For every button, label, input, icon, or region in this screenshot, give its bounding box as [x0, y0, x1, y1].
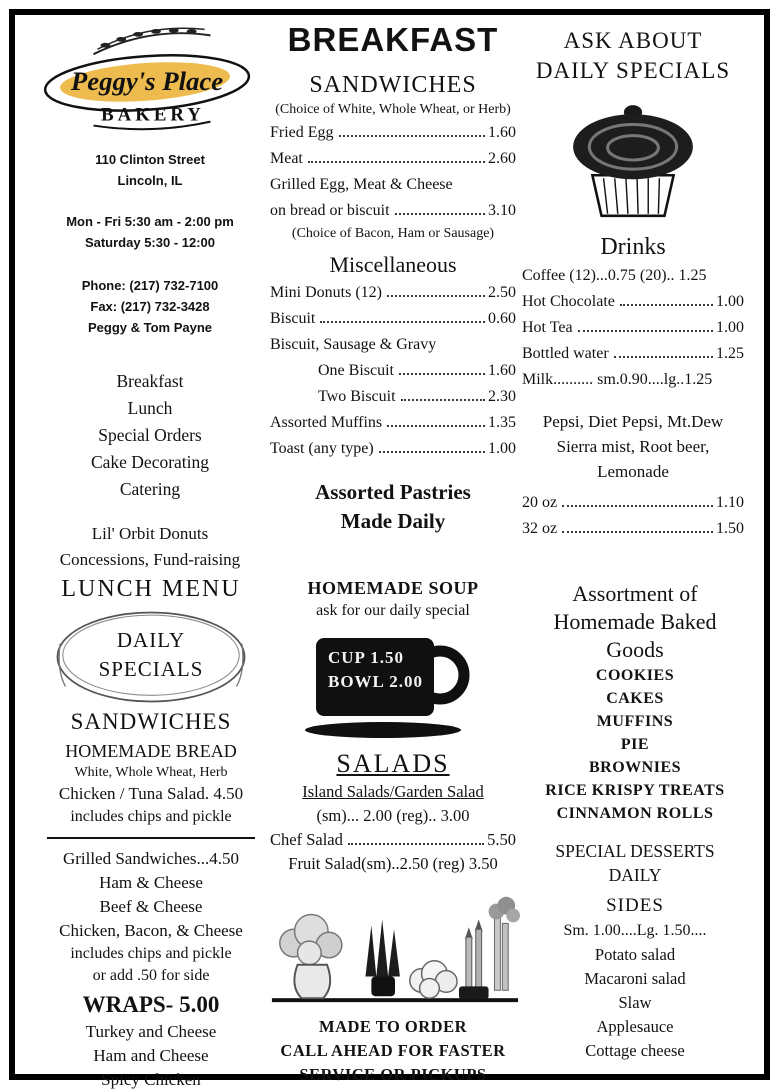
baked-item: CAKES	[606, 690, 664, 707]
dot-leader	[562, 505, 713, 507]
sides-price-line: Sm. 1.00....Lg. 1.50....	[563, 922, 707, 939]
hours-weekday: Mon - Fri 5:30 am - 2:00 pm	[66, 214, 234, 229]
chicken-tuna-line: Chicken / Tuna Salad. 4.50	[58, 784, 244, 803]
grilled-item: Chicken, Bacon, & Cheese	[59, 921, 243, 940]
dot-leader	[320, 321, 485, 323]
wrap-item: Spicy Chicken	[101, 1070, 201, 1089]
side-item: Slaw	[618, 993, 652, 1012]
service-item: Special Orders	[98, 425, 202, 445]
menu-item-row	[270, 436, 516, 462]
baked-item: COOKIES	[595, 667, 675, 684]
homemade-bread-title: HOMEMADE BREAD	[65, 741, 237, 761]
bowl-price-text: BOWL 2.00	[328, 672, 423, 691]
menu-item-row	[522, 341, 744, 367]
item-name: Hot Tea	[522, 319, 573, 336]
item-name: Mini Donuts (12)	[270, 284, 382, 301]
fruit-salad-line: Fruit Salad(sm)..2.50 (reg) 3.50	[288, 854, 498, 873]
baked-title-line: Assortment of	[572, 581, 698, 606]
item-price: 1.50	[716, 520, 744, 537]
pastries-line1: Assorted Pastries	[315, 480, 471, 504]
muffin-icon	[567, 100, 699, 222]
dot-leader	[401, 399, 485, 401]
baked-item: PIE	[620, 736, 650, 753]
service-item: Lunch	[127, 398, 173, 418]
dot-leader	[620, 304, 713, 306]
item-name: Chef Salad	[270, 830, 343, 849]
soup-cup-figure	[288, 630, 498, 744]
island-garden-salad-line: Island Salads/Garden Salad	[302, 782, 484, 801]
breakfast-sandwiches-title: SANDWICHES	[309, 72, 477, 98]
item-price: 1.35	[488, 414, 516, 431]
grilled-item: Beef & Cheese	[99, 897, 203, 916]
soda-line: Pepsi, Diet Pepsi, Mt.Dew	[542, 412, 724, 431]
soup-salads-column	[270, 576, 516, 1087]
side-item: Cottage cheese	[585, 1041, 685, 1060]
wrap-item: Turkey and Cheese	[85, 1022, 217, 1041]
bakery-info-column	[36, 22, 264, 573]
extras-list	[36, 521, 264, 573]
item-price: 2.50	[488, 284, 516, 301]
menu-item-row	[270, 384, 516, 410]
special-desserts-line2: DAILY	[608, 865, 662, 885]
salads-title	[270, 748, 516, 780]
address-line2: Lincoln, IL	[117, 173, 183, 188]
order-note-line: SERVICE OR PICKUPS	[299, 1065, 487, 1084]
cup-price-text: CUP 1.50	[328, 648, 404, 667]
chips-pickle-note2: includes chips and pickle	[70, 945, 232, 962]
gravy-header: Biscuit, Sausage & Gravy	[270, 336, 437, 353]
item-name: on bread or biscuit	[270, 202, 390, 219]
soup-daily-note: ask for our daily special	[316, 602, 470, 619]
order-note-line: CALL AHEAD FOR FASTER	[280, 1041, 506, 1060]
item-price: 5.50	[487, 830, 516, 849]
item-price: 2.60	[488, 150, 516, 167]
bakery-logo	[36, 22, 264, 132]
service-item: Catering	[119, 479, 181, 499]
item-price: 2.30	[488, 388, 516, 405]
bread-types-note: White, Whole Wheat, Herb	[74, 765, 228, 780]
breakfast-column	[270, 20, 516, 536]
vegetables-icon	[270, 882, 520, 1010]
service-item: Breakfast	[116, 371, 184, 391]
lunch-column	[38, 574, 264, 1092]
address-block	[36, 149, 264, 191]
coffee-price-line: Coffee (12)...0.75 (20).. 1.25	[522, 267, 707, 284]
services-list	[36, 368, 264, 503]
breakfast-title: BREAKFAST	[287, 21, 499, 58]
item-price: 1.60	[488, 362, 516, 379]
wraps-title: WRAPS- 5.00	[82, 992, 220, 1017]
dot-leader	[379, 451, 485, 453]
soda-line: Sierra mist, Root beer,	[556, 437, 710, 456]
hours-block	[36, 211, 264, 253]
item-price: 1.00	[716, 293, 744, 310]
phone-number: Phone: (217) 732-7100	[81, 278, 219, 293]
item-name: Two Biscuit	[318, 388, 396, 405]
item-name: Bottled water	[522, 345, 609, 362]
coffee-cup-icon	[288, 630, 498, 744]
dot-leader	[387, 425, 485, 427]
add-side-note: or add .50 for side	[92, 967, 210, 984]
ask-about-line2: DAILY SPECIALS	[535, 58, 731, 83]
menu-item-row	[270, 146, 516, 172]
daily-specials-line1: DAILY	[116, 628, 186, 652]
dot-leader	[308, 161, 485, 163]
menu-item-row	[522, 289, 744, 315]
menu-item-row	[522, 315, 744, 341]
baked-item: RICE KRISPY TREATS	[545, 782, 725, 799]
soda-list	[522, 409, 744, 484]
extra-item: Lil' Orbit Donuts	[91, 524, 209, 543]
baked-item: BROWNIES	[588, 759, 682, 776]
grilled-item: Ham & Cheese	[99, 873, 203, 892]
item-price: 1.00	[488, 440, 516, 457]
lunch-menu-title: LUNCH MENU	[61, 576, 241, 602]
menu-item-row	[270, 280, 516, 306]
hours-saturday: Saturday 5:30 - 12:00	[84, 235, 216, 250]
drinks-title: Drinks	[600, 234, 666, 260]
contact-block	[36, 275, 264, 338]
daily-specials-frame	[44, 608, 258, 706]
order-note-line: MADE TO ORDER	[319, 1017, 467, 1036]
baked-title-line: Homemade Baked	[553, 609, 717, 634]
item-name: Assorted Muffins	[270, 414, 383, 431]
owners-names: Peggy & Tom Payne	[87, 320, 212, 335]
menu-item-row	[270, 120, 516, 146]
chips-pickle-note: includes chips and pickle	[70, 808, 232, 825]
item-name: 20 oz	[522, 494, 558, 511]
item-price: 1.60	[488, 124, 516, 141]
extra-item: Concessions, Fund-raising	[59, 550, 241, 569]
logo-bakery-text: BAKERY	[101, 104, 205, 126]
section-divider	[47, 837, 255, 839]
item-name: One Biscuit	[318, 362, 394, 379]
baked-item: MUFFINS	[596, 713, 674, 730]
item-name: Fried Egg	[270, 124, 334, 141]
fax-number: Fax: (217) 732-3428	[90, 299, 210, 314]
meat-choice-note: (Choice of Bacon, Ham or Sausage)	[291, 226, 495, 241]
soda-line: Lemonade	[597, 462, 669, 481]
item-name: Hot Chocolate	[522, 293, 615, 310]
item-price: 1.10	[716, 494, 744, 511]
service-item: Cake Decorating	[90, 452, 210, 472]
menu-item-row	[270, 358, 516, 384]
daily-specials-line2: SPECIALS	[98, 657, 204, 681]
homemade-soup-title: HOMEMADE SOUP	[307, 578, 479, 598]
baked-item: CINNAMON ROLLS	[556, 805, 714, 822]
dot-leader	[387, 295, 485, 297]
bread-choice-note: (Choice of White, Whole Wheat, or Herb)	[275, 102, 511, 117]
item-name: Biscuit	[270, 310, 316, 327]
baked-goods-column	[522, 580, 748, 1063]
dot-leader	[348, 843, 484, 845]
menu-item-row	[270, 198, 516, 224]
menu-item-row	[270, 306, 516, 332]
ask-about-line1: ASK ABOUT	[563, 28, 703, 53]
side-item: Potato salad	[594, 945, 676, 964]
dot-leader	[339, 135, 485, 137]
baked-title-line: Goods	[606, 637, 664, 662]
pastries-line2: Made Daily	[340, 509, 446, 533]
menu-item-row	[270, 410, 516, 436]
menu-item-row	[522, 490, 744, 516]
special-desserts-line1: SPECIAL DESSERTS	[555, 841, 715, 861]
dot-leader	[562, 531, 713, 533]
dot-leader	[399, 373, 485, 375]
item-name: Meat	[270, 150, 303, 167]
salad-size-prices: (sm)... 2.00 (reg).. 3.00	[316, 806, 470, 825]
salads-title-text: SALADS	[336, 749, 450, 778]
side-item: Applesauce	[596, 1017, 674, 1036]
item-name: 32 oz	[522, 520, 558, 537]
menu-item-row	[270, 828, 516, 852]
item-name: Toast (any type)	[270, 440, 374, 457]
dot-leader	[395, 213, 485, 215]
menu-item-row	[522, 516, 744, 542]
item-price: 3.10	[488, 202, 516, 219]
wheat-icon	[93, 28, 210, 54]
wrap-item: Ham and Cheese	[93, 1046, 209, 1065]
item-price: 1.00	[716, 319, 744, 336]
dot-leader	[578, 330, 713, 332]
specials-column	[522, 26, 744, 542]
item-price: 0.60	[488, 310, 516, 327]
lunch-sandwiches-title: SANDWICHES	[70, 709, 232, 734]
grilled-sandwiches-line: Grilled Sandwiches...4.50	[62, 849, 240, 868]
miscellaneous-title: Miscellaneous	[329, 252, 457, 277]
side-item: Macaroni salad	[584, 969, 686, 988]
combo-item-line1: Grilled Egg, Meat & Cheese	[270, 176, 453, 193]
sides-title: SIDES	[606, 895, 664, 916]
milk-price-line: Milk.......... sm.0.90....lg..1.25	[522, 371, 713, 388]
item-price: 1.25	[716, 345, 744, 362]
logo-name-text: Peggy's Place	[70, 65, 224, 96]
dot-leader	[614, 356, 713, 358]
address-line1: 110 Clinton Street	[95, 152, 205, 167]
